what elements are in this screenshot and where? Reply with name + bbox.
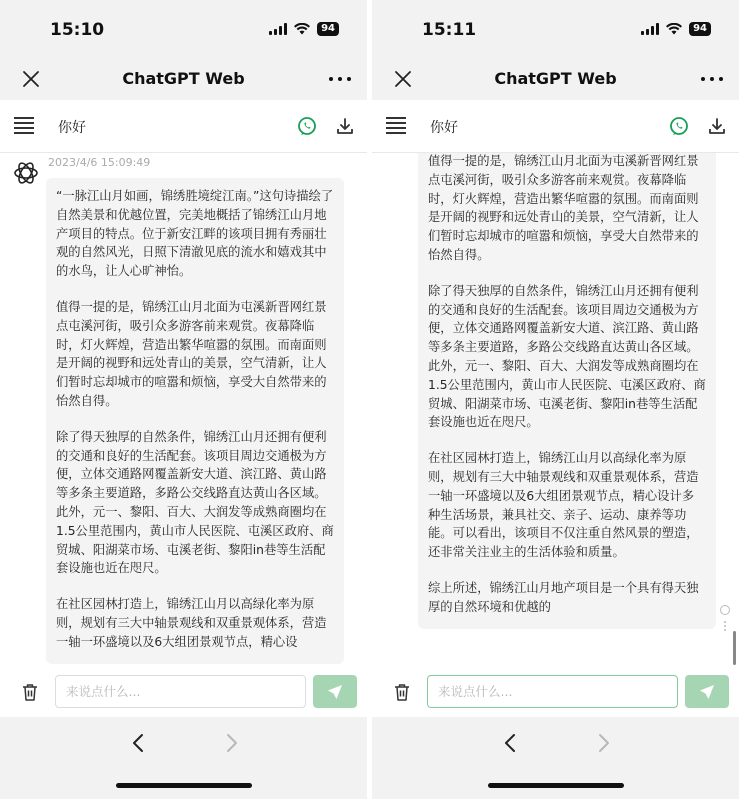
message-paragraph: “一脉江山月如画，锦绣胜境绽江南。”这句诗描绘了自然美景和优越位置，完美地概括了锦绣江山月地产项目的特点。位于新安江畔的该项目拥有秀丽壮观的自然风光，日照下清澈见底的流水和嬉戏其中的水鸟，让人心旷神怡。 [56, 189, 334, 279]
download-icon[interactable] [707, 116, 727, 136]
battery-indicator: 94 [317, 22, 339, 36]
message-paragraph: 在社区园林打造上，锦绣江山月以高绿化率为原则，规划有三大中轴景观线和双重景观体系，营造一轴一环盛境以及6大组团景观节点，精心设 [56, 597, 327, 649]
message-paragraph: 值得一提的是，锦绣江山月北面为屯溪新晋网红景点屯溪河街，吸引众多游客前来观赏。夜幕降临时，灯火辉煌，营造出繁华喧嚣的氛围。而南面则是开阔的视野和远处青山的美景，空气清新，让人们暂时忘却城市的喧嚣和烦恼，享受大自然带来的怡然自得。 [56, 299, 327, 408]
nav-title: ChatGPT Web [122, 69, 245, 88]
share-icon[interactable] [297, 116, 317, 136]
browser-toolbar [372, 717, 739, 799]
menu-icon[interactable] [386, 117, 406, 134]
signal-icon [641, 23, 659, 35]
browser-toolbar [0, 717, 367, 799]
back-arrow-icon[interactable] [128, 731, 148, 755]
trash-icon[interactable] [394, 683, 410, 701]
chat-area[interactable] [372, 153, 739, 665]
more-icon[interactable] [329, 68, 351, 90]
forward-arrow-icon[interactable] [222, 731, 242, 755]
openai-logo-icon [12, 159, 40, 187]
battery-indicator: 94 [689, 22, 711, 36]
menu-icon[interactable] [14, 117, 34, 134]
status-bar [0, 0, 367, 58]
assistant-message-bubble[interactable] [46, 178, 344, 664]
conversation-title: 你好 [430, 120, 458, 136]
nav-title: ChatGPT Web [494, 69, 617, 88]
home-indicator [116, 783, 252, 788]
message-tools [719, 605, 731, 631]
status-icons [269, 22, 339, 36]
wifi-icon [294, 23, 310, 35]
send-icon [699, 684, 715, 700]
home-indicator [488, 783, 624, 788]
message-timestamp: 2023/4/6 15:09:49 [48, 156, 151, 169]
nav-bar [372, 58, 739, 100]
nav-bar [0, 58, 367, 100]
status-time: 15:10 [50, 20, 105, 40]
send-button[interactable] [313, 675, 357, 708]
message-paragraph: 综上所述，锦绣江山月地产项目是一个具有得天独厚的自然环境和优越的 [428, 580, 699, 614]
trash-icon[interactable] [22, 683, 38, 701]
app-header [0, 100, 367, 153]
status-icons [641, 22, 711, 36]
signal-icon [269, 23, 287, 35]
send-icon [327, 684, 343, 700]
phone-screen-right [372, 0, 739, 799]
input-bar [0, 665, 367, 717]
message-paragraph: 在社区园林打造上，锦绣江山月以高绿化率为原则，规划有三大中轴景观线和双重景观体系，营造一轴一环盛境以及6大组团景观节点，精心设计多种生活场景，兼具社交、亲子、运动、康养等功能。可以看出，该项目不仅注重自然风景的塑造，还非常关注业主的生活体验和质量。 [428, 451, 699, 560]
status-time: 15:11 [422, 20, 477, 40]
wifi-icon [666, 23, 682, 35]
message-input[interactable] [55, 675, 306, 708]
more-vertical-icon[interactable] [724, 621, 726, 631]
chat-area[interactable] [0, 153, 367, 665]
conversation-title: 你好 [58, 120, 86, 136]
circle-icon[interactable] [720, 605, 730, 615]
message-paragraph: 值得一提的是，锦绣江山月北面为屯溪新晋网红景点屯溪河街，吸引众多游客前来观赏。夜幕降临时，灯火辉煌，营造出繁华喧嚣的氛围。而南面则是开阔的视野和远处青山的美景，空气清新，让人们暂时忘却城市的喧嚣和烦恼，享受大自然带来的怡然自得。 [428, 154, 699, 262]
scrollbar-thumb[interactable] [733, 631, 736, 665]
more-icon[interactable] [701, 68, 723, 90]
download-icon[interactable] [335, 116, 355, 136]
app-header [372, 100, 739, 153]
message-paragraph: 除了得天独厚的自然条件，锦绣江山月还拥有便利的交通和良好的生活配套。该项目周边交通极为方便，立体交通路网覆盖新安大道、滨江路、黄山路等多条主要道路，多路公交线路直达黄山各区域。此外，元一、黎阳、百大、大润发等成熟商圈均在1.5公里范围内，黄山市人民医院、屯溪区政府、商贸城、阳湖菜市场、屯溪老街、黎阳in巷等生活配套设施也近在咫尺。 [428, 283, 706, 430]
message-paragraph: 除了得天独厚的自然条件，锦绣江山月还拥有便利的交通和良好的生活配套。该项目周边交通极为方便，立体交通路网覆盖新安大道、滨江路、黄山路等多条主要道路，多路公交线路直达黄山各区域。此外，元一、黎阳、百大、大润发等成熟商圈均在1.5公里范围内，黄山市人民医院、屯溪区政府、商贸城、阳湖菜市场、屯溪老街、黎阳in巷等生活配套设施也近在咫尺。 [56, 429, 334, 576]
status-bar [372, 0, 739, 58]
forward-arrow-icon[interactable] [594, 731, 614, 755]
share-icon[interactable] [669, 116, 689, 136]
send-button[interactable] [685, 675, 729, 708]
phone-screen-left [0, 0, 367, 799]
assistant-message-bubble[interactable] [418, 153, 716, 629]
back-arrow-icon[interactable] [500, 731, 520, 755]
input-bar [372, 665, 739, 717]
message-input[interactable] [427, 675, 678, 708]
